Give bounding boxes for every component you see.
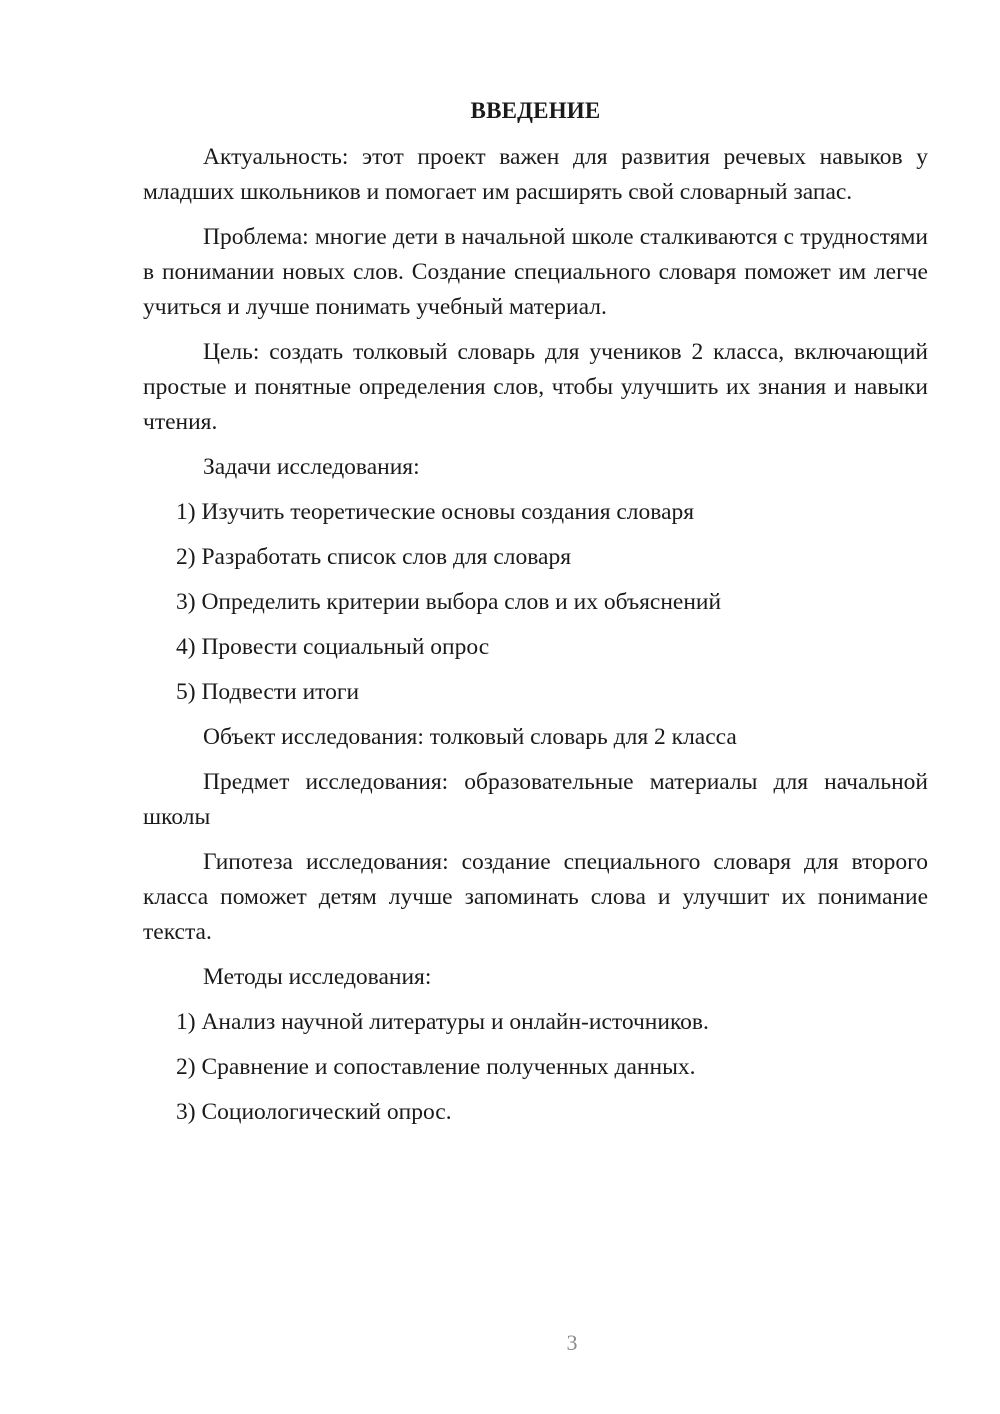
methods-heading: Методы исследования: (203, 964, 432, 990)
tasks-heading: Задачи исследования: (203, 454, 420, 480)
hypothesis-paragraph: Гипотеза исследования: создание специального словаря для второго класса поможет детям лучше запоминать слова и улучшит их понимание текста. (143, 849, 928, 945)
list-item: 2) Разработать список слов для словаря (176, 544, 572, 570)
list-item: 2) Сравнение и сопоставление полученных данных. (176, 1054, 696, 1080)
tasks-list (143, 495, 928, 710)
goal-paragraph: Цель: создать толковый словарь для учеников 2 класса, включающий простые и понятные определения слов, чтобы улучшить их знания и навыки чтения. (143, 339, 928, 435)
list-item: 1) Изучить теоретические основы создания словаря (176, 499, 695, 525)
subject-paragraph: Предмет исследования: образовательные материалы для начальной школы (143, 769, 928, 830)
list-item: 3) Социологический опрос. (176, 1099, 452, 1125)
object-paragraph: Объект исследования: толковый словарь для 2 класса (203, 724, 737, 750)
list-item: 4) Провести социальный опрос (176, 634, 490, 660)
section-title: ВВЕДЕНИЕ (470, 98, 601, 123)
list-item: 1) Анализ научной литературы и онлайн-источников. (176, 1009, 709, 1035)
list-item: 3) Определить критерии выбора слов и их объяснений (176, 589, 722, 615)
page-content (143, 93, 928, 1140)
problem-paragraph: Проблема: многие дети в начальной школе сталкиваются с трудностями в понимании новых слов. Создание специального словаря поможет им легче учиться и лучше понимать учебный материал. (143, 224, 928, 320)
relevance-paragraph: Актуальность: этот проект важен для развития речевых навыков у младших школьников и помогает им расширять свой словарный запас. (143, 144, 928, 205)
page-number: 3 (566, 1330, 578, 1355)
methods-list (143, 1005, 928, 1130)
list-item: 5) Подвести итоги (176, 679, 360, 705)
